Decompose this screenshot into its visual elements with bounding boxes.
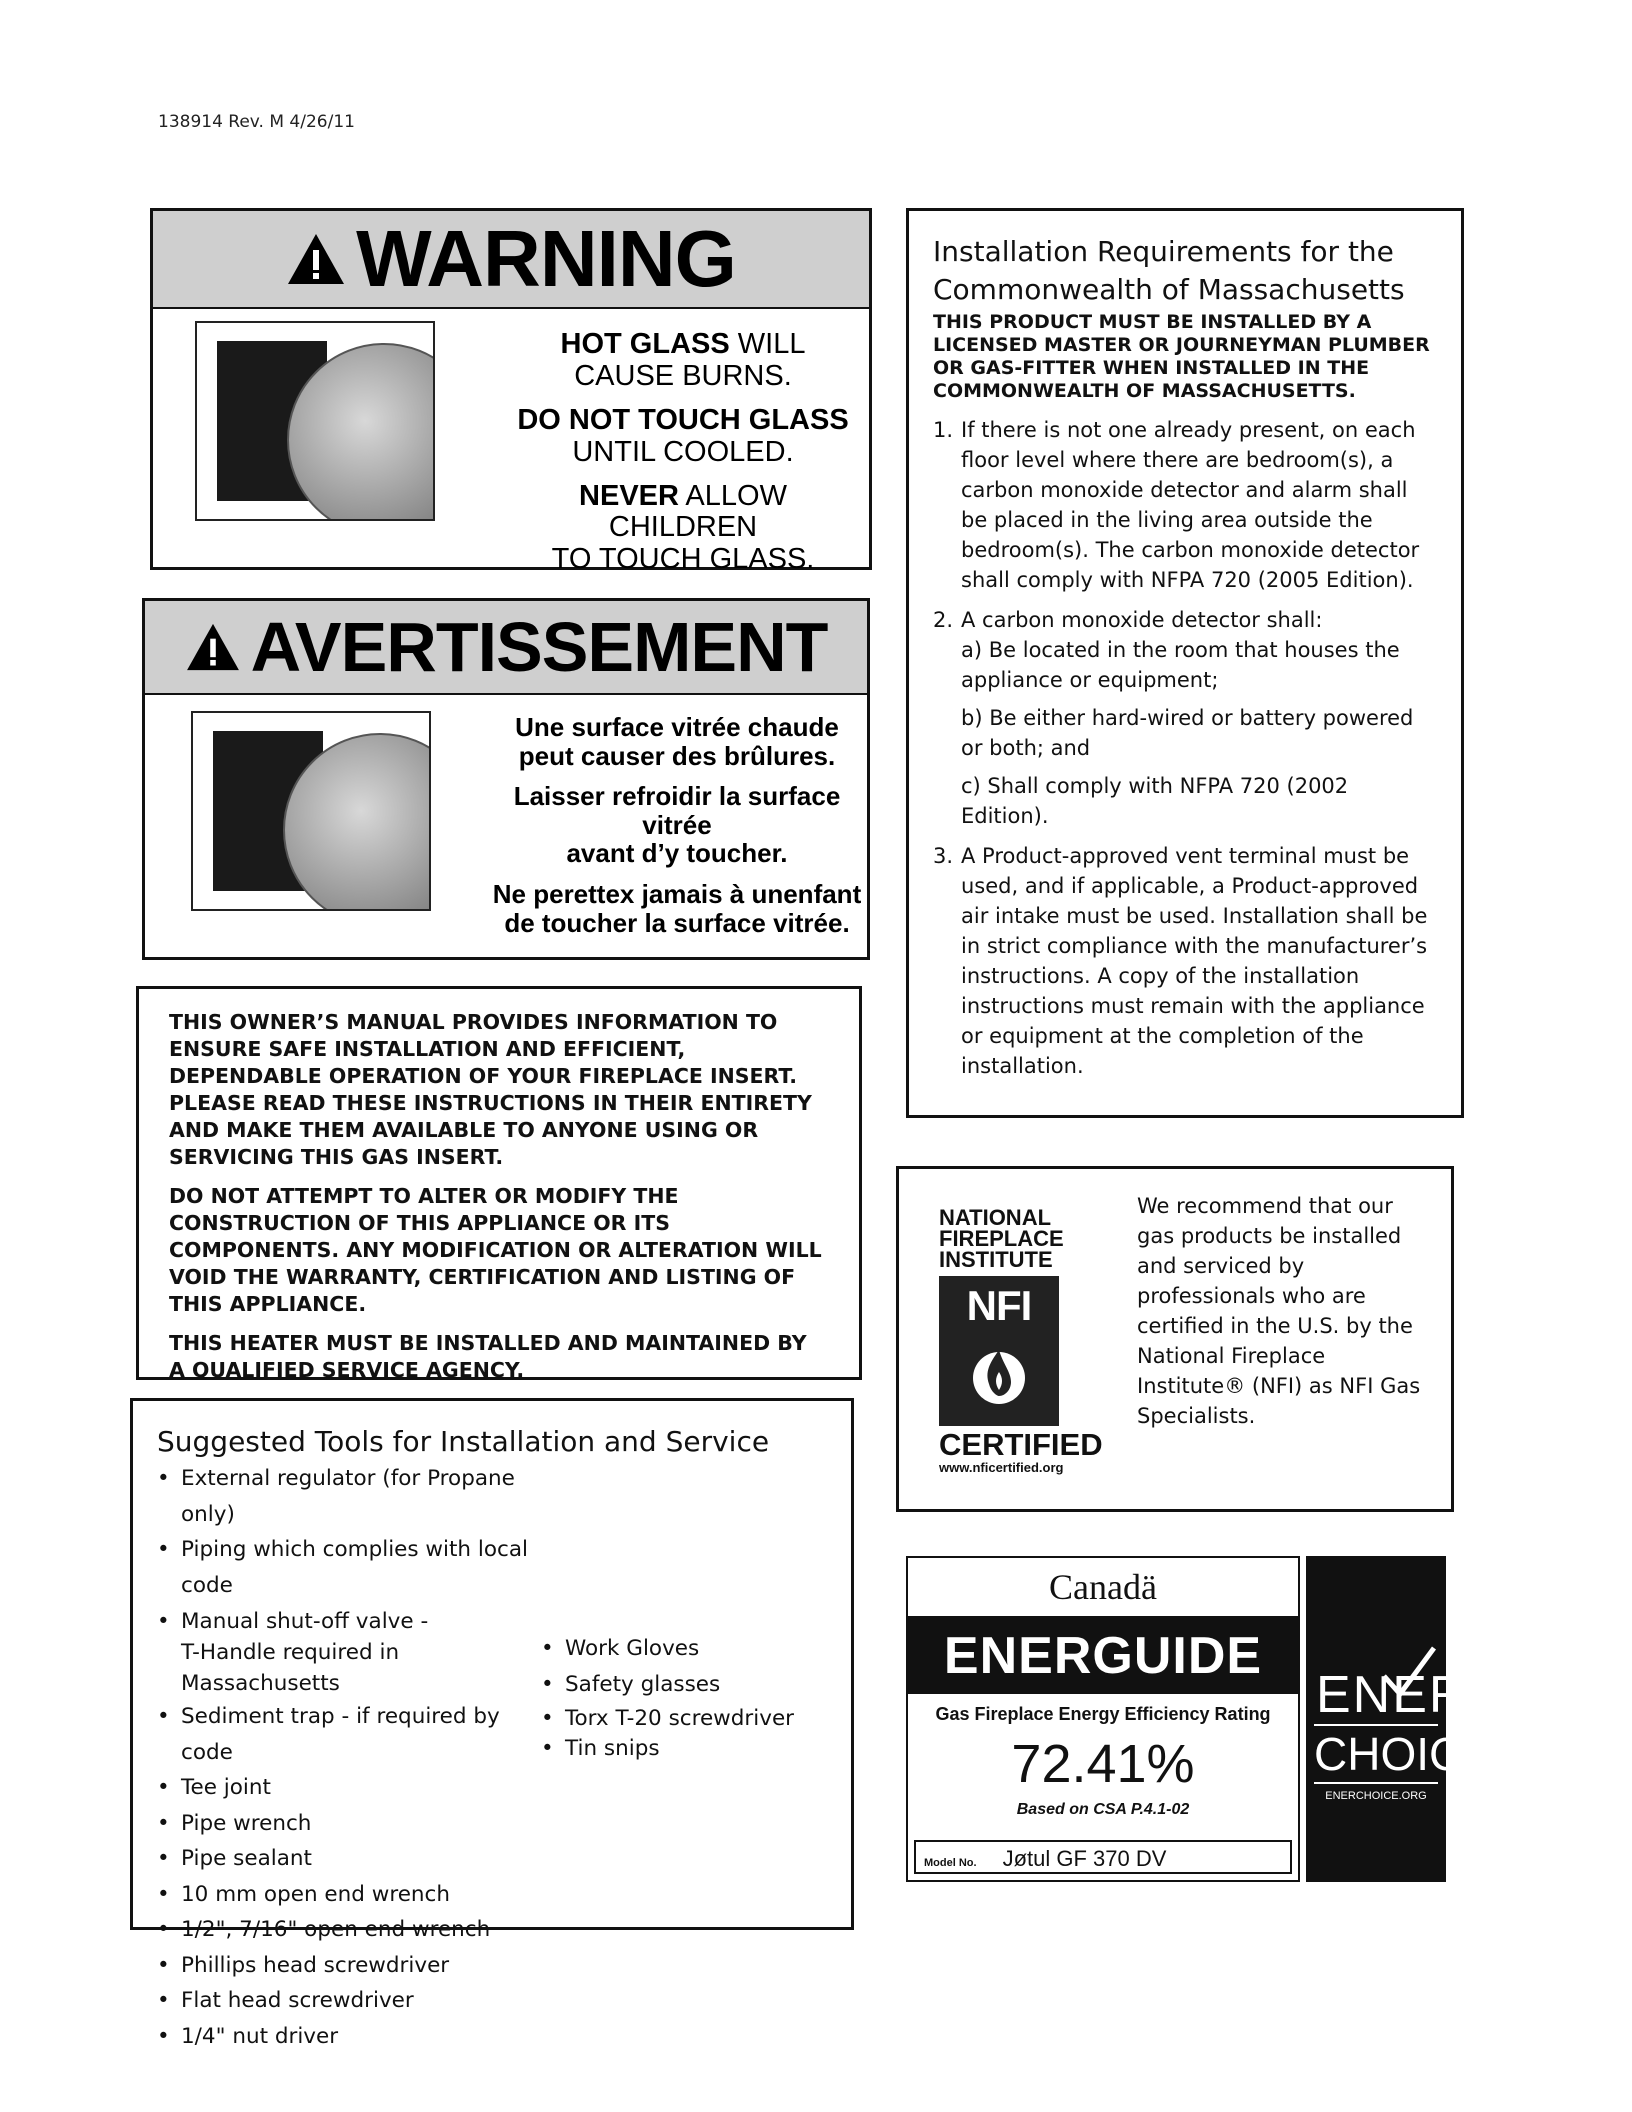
- massachusetts-requirements-panel: [906, 208, 1464, 1118]
- list-item: [933, 605, 1437, 831]
- list-item: • Phillips head screwdriver: [157, 1948, 557, 1984]
- nfi-badge: [939, 1276, 1059, 1426]
- nfi-name-line1: NATIONAL: [939, 1205, 1052, 1230]
- tools-list-side: [541, 1631, 841, 1762]
- enerchoice-badge: [1306, 1556, 1493, 1882]
- nfi-badge-text: NFI: [966, 1282, 1032, 1329]
- avertissement-line3: Laisser refroidir la surface vitrée: [513, 781, 841, 840]
- mass-heading-line2: Commonwealth of Massachusetts: [933, 273, 1405, 306]
- canada-wordmark: Canadä: [908, 1558, 1298, 1618]
- mass-item-2c: c) Shall comply with NFPA 720 (2002 Edition).: [961, 774, 1349, 828]
- mass-item-2b: b) Be either hard-wired or battery powered or both; and: [961, 706, 1414, 760]
- warning-header: [153, 211, 869, 309]
- nfi-panel: [896, 1166, 1454, 1512]
- energuide-model-row: [914, 1840, 1292, 1874]
- mass-caps-notice: THIS PRODUCT MUST BE INSTALLED BY A LICENSED MASTER OR JOURNEYMAN PLUMBER OR GAS-FITTER WHEN INSTALLED IN THE COMMONWEALTH OF MASSACHUSETTS.: [933, 311, 1430, 402]
- list-item: • Tee joint: [157, 1770, 557, 1806]
- mass-heading-line1: Installation Requirements for the: [933, 235, 1394, 268]
- warning-line1-bold: HOT GLASS: [560, 328, 730, 360]
- checkmark-icon: [1378, 1642, 1438, 1702]
- list-item: • Safety glasses: [541, 1667, 841, 1703]
- notice-paragraph-3: THIS HEATER MUST BE INSTALLED AND MAINTAINED BY A QUALIFIED SERVICE AGENCY.: [169, 1331, 807, 1382]
- list-item: • Work Gloves: [541, 1631, 841, 1667]
- tools-heading: Suggested Tools for Installation and Service: [157, 1425, 770, 1458]
- hot-glass-hand-illustration-fr: [191, 711, 431, 911]
- mass-requirements-list: [933, 415, 1437, 1081]
- item-number: 3.: [933, 844, 954, 868]
- warning-line5-bold: NEVER: [579, 479, 679, 512]
- list-item: • 1/2", 7/16" open end wrench: [157, 1912, 557, 1948]
- energuide-rating-value: 72.41%: [1011, 1734, 1195, 1794]
- avertissement-text: [491, 713, 863, 937]
- hot-glass-hand-illustration: [195, 321, 435, 521]
- avertissement-line5: Ne perettex jamais à unenfant: [492, 878, 862, 909]
- nfi-recommendation-text: We recommend that our gas products be installed and serviced by professionals who are certified in the U.S. by the National Fireplace Institute® (NFI) as NFI Gas Specialists.: [1137, 1194, 1421, 1428]
- tool-manual-valve-sub: T-Handle required in Massachusetts: [181, 1640, 400, 1696]
- flame-icon: [971, 1338, 1027, 1408]
- nfi-logo: [939, 1205, 1103, 1475]
- list-item: • 1/4" nut driver: [157, 2019, 557, 2055]
- avertissement-header: [145, 601, 867, 695]
- nfi-url: www.nficertified.org: [939, 1460, 1064, 1475]
- list-item: • 10 mm open end wrench: [157, 1877, 557, 1913]
- document-code: 138914 Rev. M 4/26/11: [158, 112, 355, 132]
- energuide-label: [906, 1556, 1300, 1882]
- list-item: • Flat head screwdriver: [157, 1983, 557, 2019]
- avertissement-line1: Une surface vitrée chaude: [515, 712, 839, 742]
- warning-triangle-icon: [185, 622, 241, 672]
- notice-paragraph-2: DO NOT ATTEMPT TO ALTER OR MODIFY THE CONSTRUCTION OF THIS APPLIANCE OR ITS COMPONENTS. ANY MODIFICATION OR ALTERATION WILL VOID THE WARRANTY, CERTIFICATION AND LISTING OF THIS APPLIANCE.: [169, 1184, 822, 1316]
- warning-line3: DO NOT TOUCH GLASS: [517, 403, 849, 436]
- list-item: • Pipe sealant: [157, 1841, 557, 1877]
- avertissement-line4: avant d’y toucher.: [566, 838, 788, 869]
- mass-item-3: A Product-approved vent terminal must be used, and if applicable, a Product-approved air intake must be used. Installation shall be in strict compliance with the manufacturer’s instructions. A copy of the installation instructions must remain with the appliance or equipment at the completion of the installation.: [961, 844, 1428, 1078]
- tool-manual-valve: Manual shut-off valve -: [181, 1609, 429, 1634]
- list-item: • Piping which complies with local code: [157, 1532, 557, 1603]
- enerchoice-line1: ENER: [1316, 1666, 1469, 1724]
- avertissement-line2: peut causer des brûlures.: [518, 740, 836, 771]
- mass-item-2a: a) Be located in the room that houses the appliance or equipment;: [961, 638, 1400, 692]
- item-number: 1.: [933, 418, 954, 442]
- owners-manual-notice: [136, 986, 862, 1380]
- warning-title: WARNING: [356, 214, 736, 303]
- list-item: [157, 1603, 557, 1699]
- suggested-tools-panel: [130, 1398, 854, 2049]
- energuide-rating-label: Gas Fireplace Energy Efficiency Rating: [935, 1704, 1271, 1724]
- nfi-certified: CERTIFIED: [939, 1427, 1103, 1462]
- list-item: • Tin snips: [541, 1735, 841, 1762]
- warning-line5-rest: ALLOW CHILDREN: [608, 479, 787, 544]
- item-number: 2.: [933, 608, 954, 632]
- model-number: Jøtul GF 370 DV: [1002, 1846, 1167, 1871]
- avertissement-line6: de toucher la surface vitrée.: [504, 907, 850, 938]
- list-item: [933, 841, 1437, 1081]
- nfi-name-line3: INSTITUTE: [939, 1247, 1053, 1272]
- avertissement-title: AVERTISSEMENT: [250, 608, 828, 686]
- enerchoice-url: ENERCHOICE.ORG: [1325, 1790, 1427, 1802]
- warning-line1-rest: WILL: [729, 328, 806, 360]
- warning-panel-english: [150, 208, 872, 576]
- list-item: • External regulator (for Propane only): [157, 1461, 557, 1532]
- nfi-name-line2: FIREPLACE: [939, 1226, 1064, 1251]
- warning-line6: TO TOUCH GLASS.: [551, 543, 815, 576]
- list-item: [933, 415, 1437, 595]
- warning-triangle-icon: [286, 232, 346, 286]
- list-item: • Torx T-20 screwdriver: [541, 1702, 841, 1735]
- tools-list: [157, 1461, 557, 2054]
- warning-panel-french: [142, 598, 870, 960]
- notice-paragraph-1: THIS OWNER’S MANUAL PROVIDES INFORMATION TO ENSURE SAFE INSTALLATION AND EFFICIENT, DEPENDABLE OPERATION OF YOUR FIREPLACE INSERT. PLEASE READ THESE INSTRUCTIONS IN THEIR ENTIRETY AND MAKE THEM AVAILABLE TO ANYONE USING OR SERVICING THIS GAS INSERT.: [169, 1010, 812, 1169]
- mass-item-2: A carbon monoxide detector shall:: [961, 608, 1323, 632]
- mass-item-1: If there is not one already present, on each floor level where there are bedroom(s), a carbon monoxide detector and alarm shall be placed in the living area outside the bedroom(s). The carbon monoxide detector shall comply with NFPA 720 (2005 Edition).: [961, 418, 1420, 592]
- list-item: • Sediment trap - if required by code: [157, 1699, 557, 1770]
- energuide-standard: Based on CSA P.4.1-02: [1016, 1801, 1190, 1818]
- enerchoice-line2: CHOICE: [1314, 1724, 1438, 1784]
- warning-line2: CAUSE BURNS.: [574, 359, 792, 392]
- list-item: • Pipe wrench: [157, 1806, 557, 1842]
- energuide-logo: ENERGUIDE: [908, 1618, 1298, 1694]
- warning-line4: UNTIL COOLED.: [572, 435, 794, 468]
- model-label: Model No.: [924, 1857, 977, 1869]
- warning-text: [513, 329, 853, 576]
